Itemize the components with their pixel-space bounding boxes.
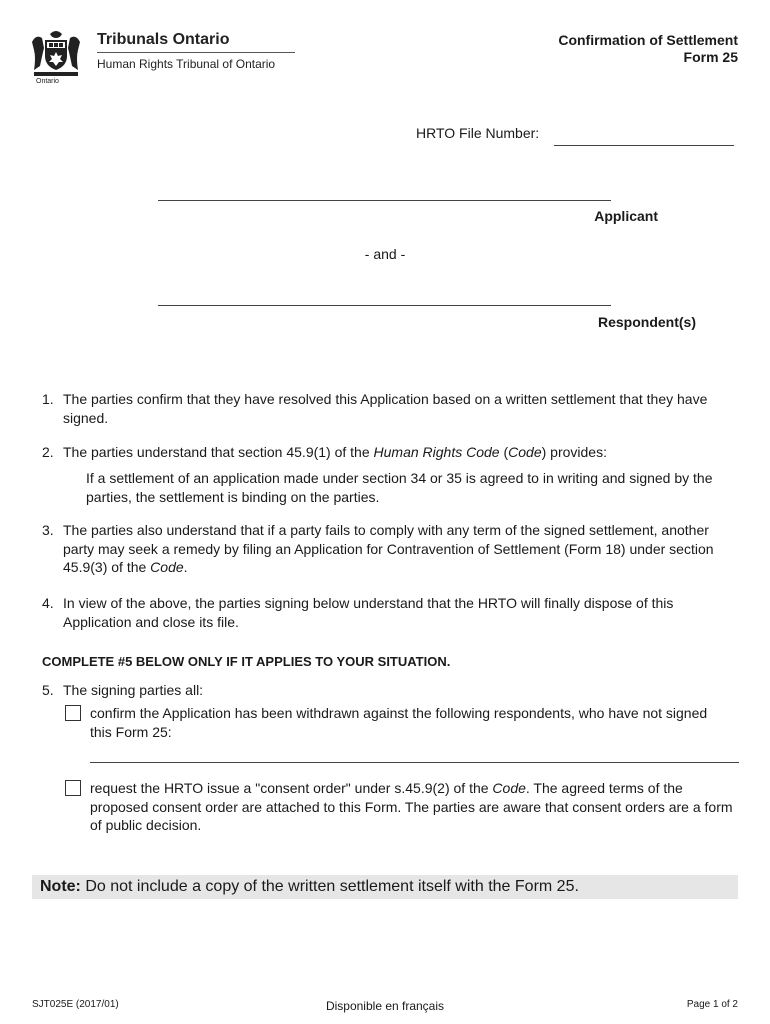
form-title-line2: Form 25 — [683, 49, 738, 65]
item-4-number: 4. — [42, 595, 54, 611]
item-1-number: 1. — [42, 391, 54, 407]
org-name: Tribunals Ontario — [97, 31, 230, 48]
human-rights-code-italic: Human Rights Code — [373, 444, 500, 460]
item-2-number: 2. — [42, 444, 54, 460]
respondent-name-field[interactable] — [158, 305, 611, 306]
item-1-text: The parties confirm that they have resolved this Application based on a written settlement that they have signed. — [63, 391, 708, 426]
item-3-number: 3. — [42, 522, 54, 538]
item-4-text: In view of the above, the parties signing below understand that the HRTO will finally dispose of this Application and close its file. — [63, 595, 674, 630]
item-2-text: The parties understand that section 45.9(1) of the Human Rights Code (Code) provides: — [63, 444, 607, 460]
item-5-text: The signing parties all: — [63, 682, 204, 698]
item-3-text: The parties also understand that if a party fails to comply with any term of the signed settlement, another party may seek a remedy by filing an Application for Contravention of Settlement (Form 18) under section 45.9(3) of the Code. — [63, 522, 714, 575]
consent-order-checkbox[interactable] — [65, 780, 81, 796]
complete-5-heading: COMPLETE #5 BELOW ONLY IF IT APPLIES TO YOUR SITUATION. — [42, 654, 451, 669]
item-2-quote: If a settlement of an application made under section 34 or 35 is agreed to in writing and signed by the parties, the settlement is binding on the parties. — [86, 470, 713, 505]
org-subtitle: Human Rights Tribunal of Ontario — [97, 57, 276, 71]
applicant-name-field[interactable] — [158, 200, 611, 201]
respondent-label: Respondent(s) — [598, 314, 696, 330]
consent-order-option-text: request the HRTO issue a "consent order" under s.45.9(2) of the Code. The agreed terms of the proposed consent order are attached to this Form. The parties are aware that consent orders are a form of public decision. — [90, 780, 733, 833]
item-5-number: 5. — [42, 682, 54, 698]
and-separator: - and - — [364, 246, 406, 262]
page-number: Page 1 of 2 — [686, 999, 738, 1010]
withdrawn-checkbox[interactable] — [65, 705, 81, 721]
file-number-field[interactable] — [554, 145, 734, 146]
withdrawn-respondents-field[interactable] — [90, 762, 739, 763]
french-availability-note: Disponible en français — [325, 999, 445, 1013]
withdrawn-option-text: confirm the Application has been withdrawn against the following respondents, who have not signed this Form 25: — [90, 705, 708, 740]
form-title — [558, 32, 738, 66]
file-number-label: HRTO File Number: — [416, 125, 540, 141]
form-title-line1: Confirmation of Settlement — [558, 32, 738, 48]
note-text: Note: Do not include a copy of the written settlement itself with the Form 25. — [40, 878, 579, 895]
note-label: Note: — [40, 878, 81, 895]
applicant-label: Applicant — [594, 208, 658, 224]
header-divider — [97, 52, 295, 53]
logo-caption: Ontario — [36, 78, 59, 85]
form-code: SJT025E (2017/01) — [32, 999, 119, 1010]
